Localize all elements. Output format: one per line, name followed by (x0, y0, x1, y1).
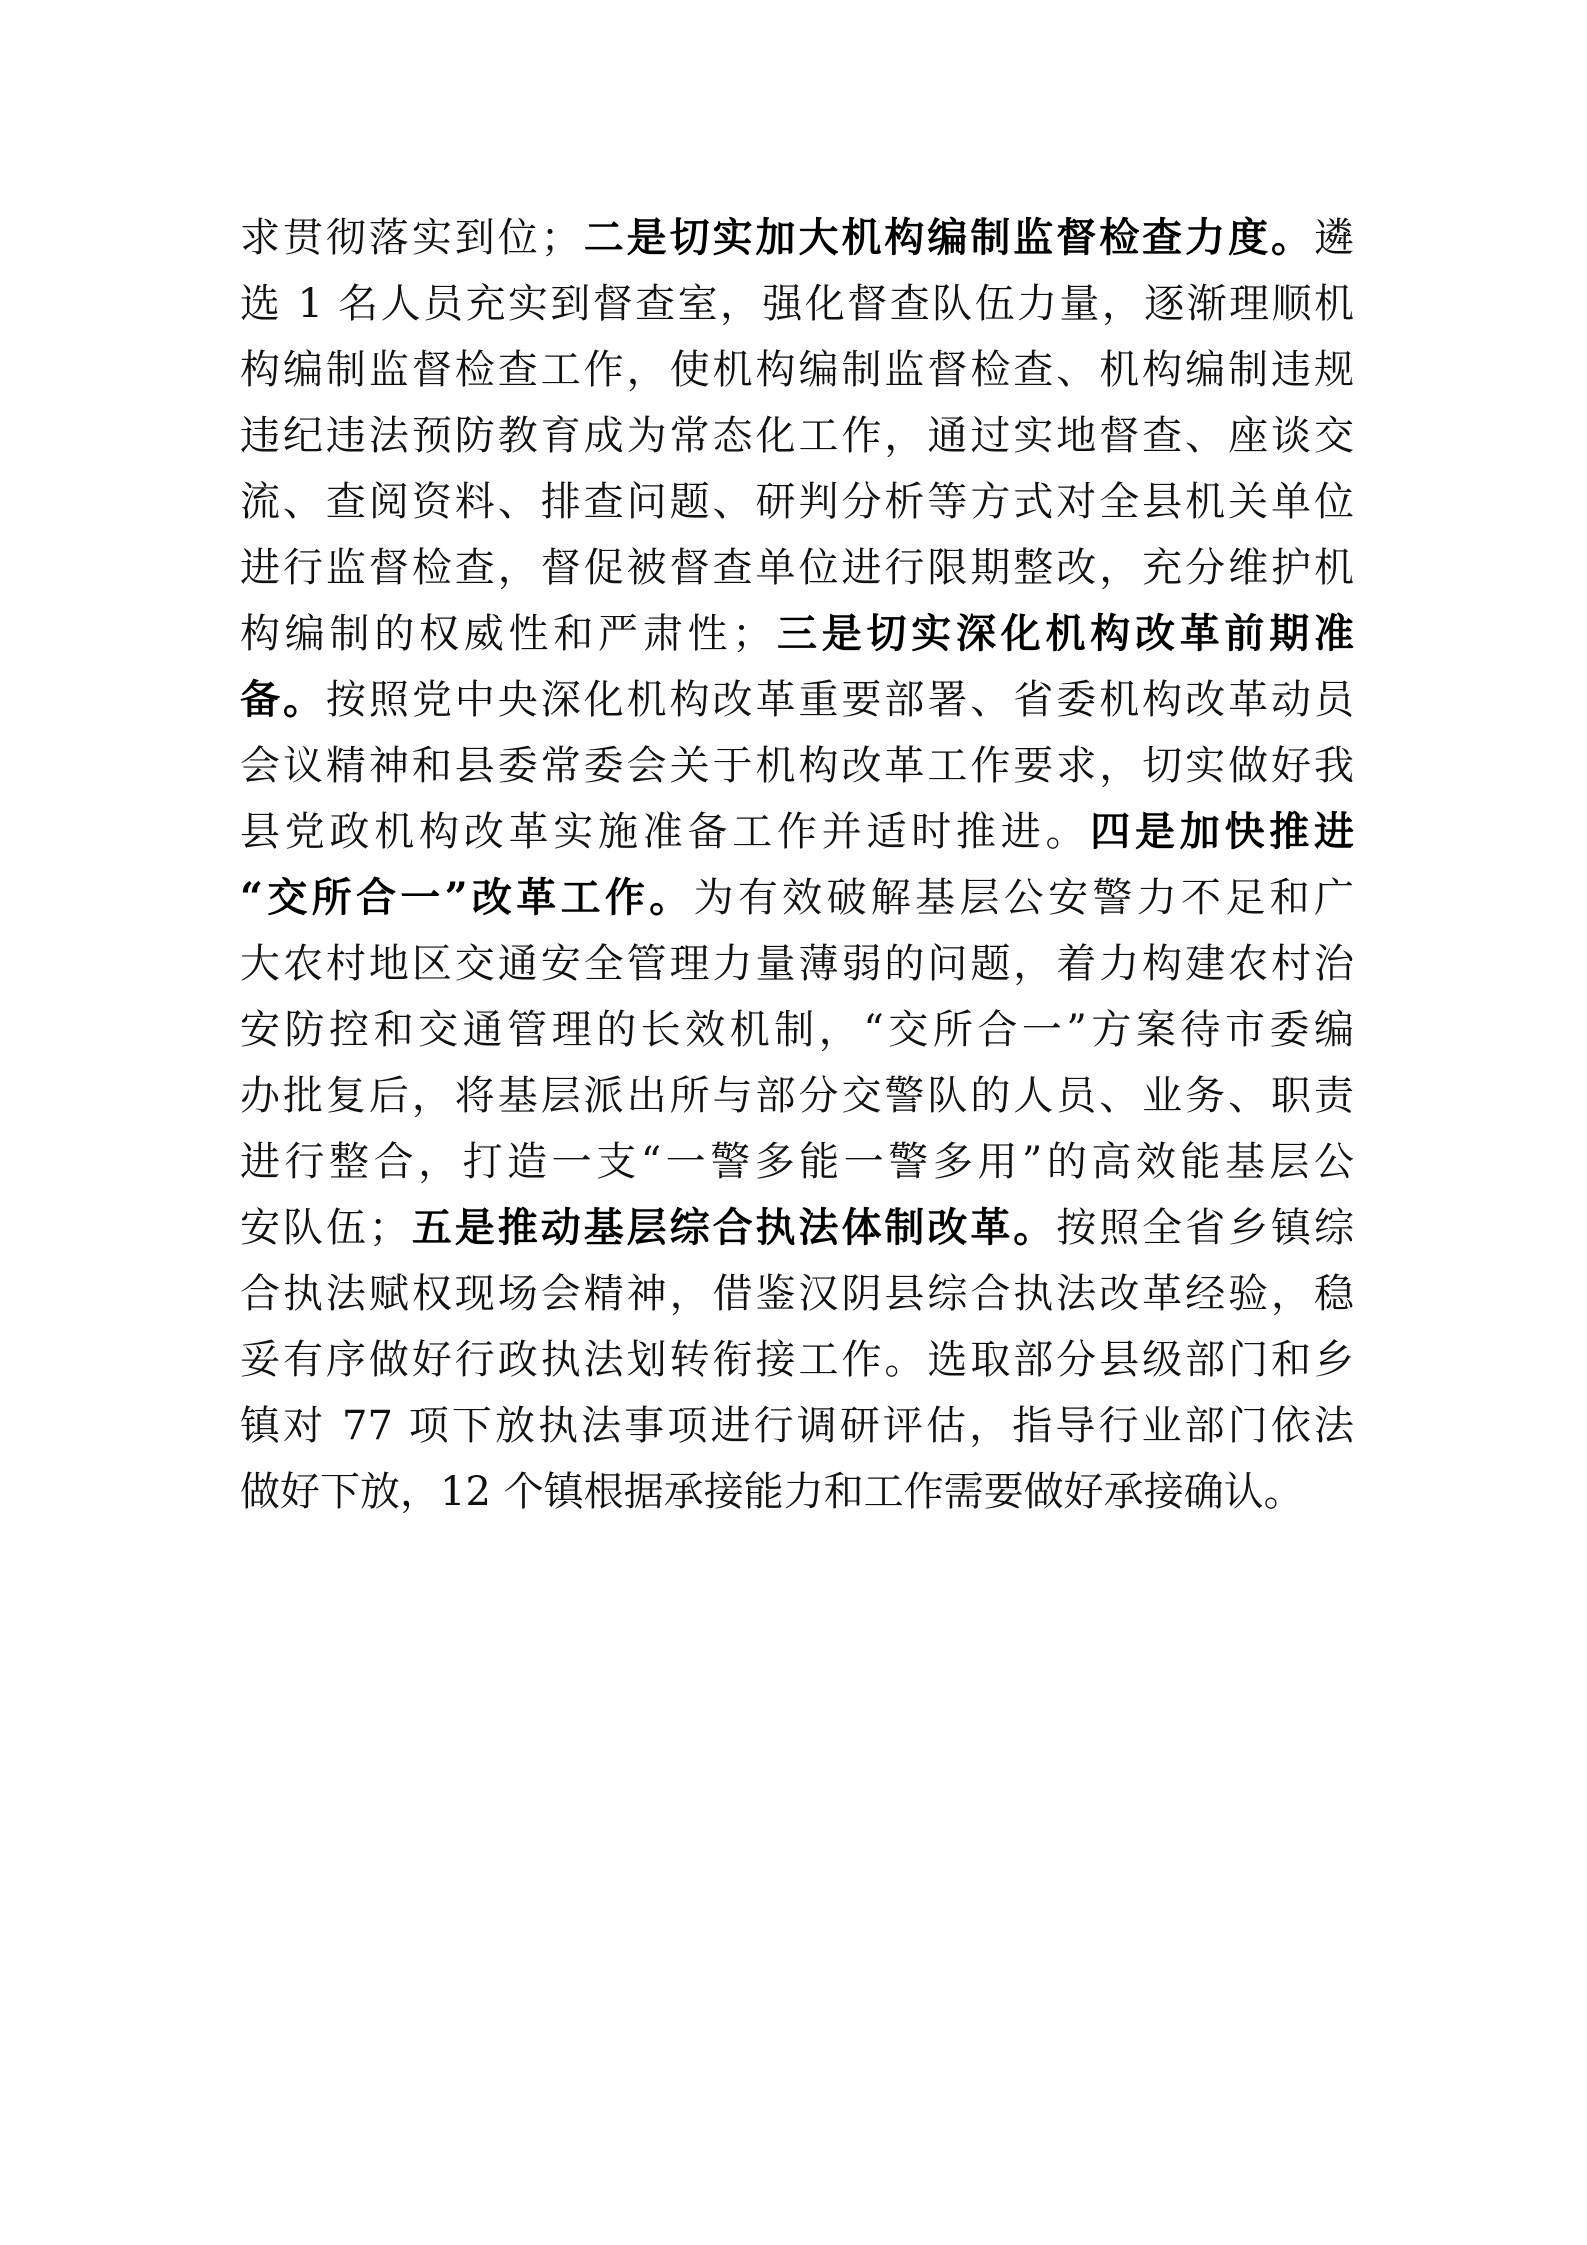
bold-text-segment: “交所合一”改革工作。 (240, 874, 694, 921)
text-segment: 构编制监督检查工作，使机构编制监督检查、机构编制违规 (240, 347, 1354, 393)
text-segment: 妥有序做好行政执法划转衔接工作。选取部分县级部门和乡 (240, 1337, 1354, 1383)
document-body (240, 205, 1354, 1525)
text-segment: 为有效破解基层公安警力不足和广 (693, 875, 1355, 921)
text-line (240, 1393, 1354, 1459)
bold-text-segment: 四是加快推进 (1090, 808, 1354, 855)
text-segment: 构编制的权威性和严肃性； (240, 611, 773, 657)
text-line (240, 931, 1354, 997)
text-line (240, 1195, 1354, 1261)
text-segment: 安防控和交通管理的长效机制，“交所合一”方案待市委编 (240, 1007, 1354, 1053)
text-segment: 大农村地区交通安全管理力量薄弱的问题，着力构建农村治 (240, 941, 1354, 987)
text-line (240, 1063, 1354, 1129)
text-line (240, 403, 1354, 469)
text-line (240, 271, 1354, 337)
bold-text-segment: 二是切实加大机构编制监督检查力度。 (580, 214, 1315, 261)
text-segment: 办批复后，将基层派出所与部分交警队的人员、业务、职责 (240, 1073, 1354, 1119)
text-line (240, 601, 1354, 667)
text-line (240, 535, 1354, 601)
text-segment: 进行整合，打造一支“一警多能一警多用”的高效能基层公 (240, 1139, 1354, 1185)
text-line (240, 733, 1354, 799)
text-line (240, 799, 1354, 865)
text-segment: 流、查阅资料、排查问题、研判分析等方式对全县机关单位 (240, 479, 1354, 525)
text-line (240, 469, 1354, 535)
text-segment: 按照党中央深化机构改革重要部署、省委机构改革动员 (325, 677, 1355, 723)
text-line (240, 997, 1354, 1063)
text-line (240, 667, 1354, 733)
text-segment: 求贯彻落实到位； (240, 215, 581, 261)
text-line (240, 1459, 1354, 1525)
text-line (240, 337, 1354, 403)
text-line (240, 1261, 1354, 1327)
text-segment: 县党政机构改革实施准备工作并适时推进。 (240, 809, 1091, 855)
text-segment: 镇对 77 项下放执法事项进行调研评估，指导行业部门依法 (240, 1403, 1354, 1449)
text-line (240, 865, 1354, 931)
text-segment: 选 1 名人员充实到督查室，强化督查队伍力量，逐渐理顺机 (240, 281, 1354, 327)
text-segment: 做好下放，12 个镇根据承接能力和工作需要做好承接确认。 (240, 1469, 1304, 1515)
text-segment: 遴 (1314, 215, 1355, 261)
text-segment: 会议精神和县委常委会关于机构改革工作要求，切实做好我 (240, 743, 1354, 789)
bold-text-segment: 三是切实深化机构改革前期准 (772, 610, 1354, 657)
bold-text-segment: 备。 (240, 676, 326, 723)
text-line (240, 205, 1354, 271)
text-segment: 安队伍； (240, 1205, 409, 1251)
text-segment: 按照全省乡镇综 (1056, 1205, 1355, 1251)
bold-text-segment: 五是推动基层综合执法体制改革。 (408, 1204, 1057, 1251)
text-segment: 违纪违法预防教育成为常态化工作，通过实地督查、座谈交 (240, 413, 1354, 459)
text-segment: 合执法赋权现场会精神，借鉴汉阴县综合执法改革经验，稳 (240, 1271, 1354, 1317)
text-line (240, 1129, 1354, 1195)
text-line (240, 1327, 1354, 1393)
text-segment: 进行监督检查，督促被督查单位进行限期整改，充分维护机 (240, 545, 1354, 591)
